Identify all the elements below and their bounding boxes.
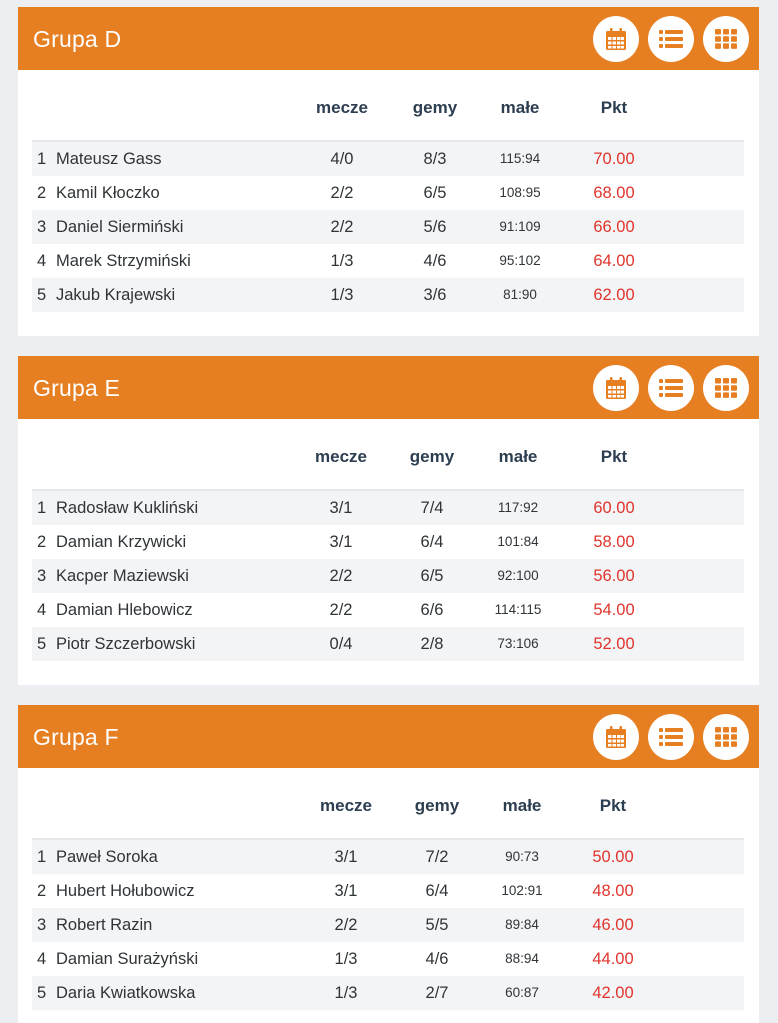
player-name: Hubert Hołubowicz bbox=[56, 882, 195, 900]
matches-value: 1/3 bbox=[330, 286, 354, 304]
schedule-button[interactable] bbox=[593, 365, 639, 411]
group-header bbox=[18, 7, 759, 70]
points-value: 64.00 bbox=[593, 252, 635, 270]
games-value: 2/8 bbox=[420, 635, 444, 653]
player-name: Jakub Krajewski bbox=[56, 286, 176, 304]
player-name: Mateusz Gass bbox=[56, 150, 162, 168]
grid-icon bbox=[715, 29, 737, 49]
small-value: 108:95 bbox=[499, 185, 541, 200]
group-title: Grupa E bbox=[33, 375, 121, 401]
points-value: 68.00 bbox=[593, 184, 635, 202]
row-position: 1 bbox=[37, 150, 47, 168]
standings-table bbox=[32, 768, 744, 1010]
list-icon bbox=[659, 29, 683, 49]
matches-value: 2/2 bbox=[330, 184, 354, 202]
small-value: 89:84 bbox=[505, 917, 539, 932]
group-header bbox=[18, 356, 759, 419]
points-value: 62.00 bbox=[593, 286, 635, 304]
games-value: 6/5 bbox=[423, 184, 447, 202]
table-row[interactable] bbox=[32, 908, 744, 942]
group-card-e bbox=[18, 356, 759, 685]
schedule-button[interactable] bbox=[593, 16, 639, 62]
list-view-button[interactable] bbox=[648, 16, 694, 62]
points-value: 66.00 bbox=[593, 218, 635, 236]
row-position: 4 bbox=[37, 252, 47, 270]
points-value: 54.00 bbox=[593, 601, 635, 619]
matches-value: 1/3 bbox=[334, 950, 358, 968]
standings-table bbox=[32, 419, 744, 661]
col-matches: mecze bbox=[320, 796, 372, 815]
table-row[interactable] bbox=[32, 176, 744, 210]
list-view-button[interactable] bbox=[648, 365, 694, 411]
row-position: 3 bbox=[37, 916, 47, 934]
row-position: 5 bbox=[37, 984, 47, 1002]
games-value: 6/4 bbox=[425, 882, 449, 900]
row-position: 2 bbox=[37, 533, 47, 551]
calendar-icon bbox=[605, 27, 627, 51]
player-name: Robert Razin bbox=[56, 916, 153, 934]
row-position: 5 bbox=[37, 635, 47, 653]
calendar-icon bbox=[605, 725, 627, 749]
player-name: Paweł Soroka bbox=[56, 848, 158, 866]
table-row[interactable] bbox=[32, 840, 744, 874]
col-matches: mecze bbox=[316, 98, 368, 117]
row-position: 4 bbox=[37, 950, 47, 968]
matches-value: 1/3 bbox=[330, 252, 354, 270]
small-value: 88:94 bbox=[505, 951, 539, 966]
games-value: 6/5 bbox=[420, 567, 444, 585]
small-value: 60:87 bbox=[505, 985, 539, 1000]
list-icon bbox=[659, 727, 683, 747]
matches-value: 3/1 bbox=[334, 848, 358, 866]
points-value: 60.00 bbox=[593, 499, 635, 517]
games-value: 6/6 bbox=[420, 601, 444, 619]
small-value: 117:92 bbox=[497, 500, 539, 515]
row-position: 4 bbox=[37, 601, 47, 619]
games-value: 7/2 bbox=[425, 848, 449, 866]
points-value: 58.00 bbox=[593, 533, 635, 551]
games-value: 5/6 bbox=[423, 218, 447, 236]
player-name: Damian Surażyński bbox=[56, 950, 199, 968]
games-value: 7/4 bbox=[420, 499, 444, 517]
games-value: 5/5 bbox=[425, 916, 449, 934]
games-value: 8/3 bbox=[423, 150, 447, 168]
schedule-button[interactable] bbox=[593, 714, 639, 760]
matches-value: 3/1 bbox=[329, 533, 353, 551]
small-value: 102:91 bbox=[501, 883, 543, 898]
matches-value: 3/1 bbox=[329, 499, 353, 517]
small-value: 81:90 bbox=[503, 287, 537, 302]
games-value: 6/4 bbox=[420, 533, 444, 551]
table-row[interactable] bbox=[32, 942, 744, 976]
matches-value: 3/1 bbox=[334, 882, 358, 900]
player-name: Daria Kwiatkowska bbox=[56, 984, 196, 1002]
col-points: Pkt bbox=[599, 796, 627, 815]
matches-value: 0/4 bbox=[329, 635, 353, 653]
col-points: Pkt bbox=[600, 98, 628, 117]
small-value: 101:84 bbox=[497, 534, 539, 549]
group-header bbox=[18, 705, 759, 768]
table-header bbox=[32, 419, 744, 491]
small-value: 95:102 bbox=[499, 253, 541, 268]
grid-icon bbox=[715, 727, 737, 747]
small-value: 115:94 bbox=[499, 151, 541, 166]
player-name: Kacper Maziewski bbox=[56, 567, 189, 585]
row-position: 1 bbox=[37, 499, 47, 517]
list-view-button[interactable] bbox=[648, 714, 694, 760]
row-position: 1 bbox=[37, 848, 47, 866]
matches-value: 2/2 bbox=[329, 601, 353, 619]
row-position: 2 bbox=[37, 882, 47, 900]
grid-view-button[interactable] bbox=[703, 365, 749, 411]
row-position: 3 bbox=[37, 567, 47, 585]
table-row[interactable] bbox=[32, 278, 744, 312]
table-row[interactable] bbox=[32, 142, 744, 176]
player-name: Damian Hlebowicz bbox=[56, 601, 193, 619]
points-value: 52.00 bbox=[593, 635, 635, 653]
table-row[interactable] bbox=[32, 874, 744, 908]
row-position: 5 bbox=[37, 286, 47, 304]
col-small: małe bbox=[502, 796, 542, 815]
small-value: 92:100 bbox=[497, 568, 539, 583]
points-value: 48.00 bbox=[592, 882, 634, 900]
table-header bbox=[32, 70, 744, 142]
player-name: Daniel Siermiński bbox=[56, 218, 184, 236]
player-name: Piotr Szczerbowski bbox=[56, 635, 196, 653]
points-value: 42.00 bbox=[592, 984, 634, 1002]
games-value: 3/6 bbox=[423, 286, 447, 304]
games-value: 4/6 bbox=[425, 950, 449, 968]
group-card-d bbox=[18, 7, 759, 336]
table-row[interactable] bbox=[32, 525, 744, 559]
points-value: 44.00 bbox=[592, 950, 634, 968]
small-value: 90:73 bbox=[505, 849, 539, 864]
small-value: 91:109 bbox=[499, 219, 541, 234]
table-row[interactable] bbox=[32, 244, 744, 278]
table-row[interactable] bbox=[32, 491, 744, 525]
small-value: 114:115 bbox=[494, 602, 542, 617]
player-name: Radosław Kukliński bbox=[56, 499, 199, 517]
grid-icon bbox=[715, 378, 737, 398]
col-games: gemy bbox=[412, 98, 458, 117]
group-card-f bbox=[18, 705, 759, 1023]
player-name: Damian Krzywicki bbox=[56, 533, 187, 551]
matches-value: 4/0 bbox=[330, 150, 354, 168]
col-small: małe bbox=[498, 447, 538, 466]
games-value: 2/7 bbox=[425, 984, 449, 1002]
group-title: Grupa D bbox=[33, 26, 122, 52]
table-row[interactable] bbox=[32, 976, 744, 1010]
row-position: 3 bbox=[37, 218, 47, 236]
group-title: Grupa F bbox=[33, 724, 119, 750]
col-small: małe bbox=[500, 98, 540, 117]
points-value: 46.00 bbox=[592, 916, 634, 934]
list-icon bbox=[659, 378, 683, 398]
table-row[interactable] bbox=[32, 210, 744, 244]
points-value: 56.00 bbox=[593, 567, 635, 585]
games-value: 4/6 bbox=[423, 252, 447, 270]
matches-value: 1/3 bbox=[334, 984, 358, 1002]
col-points: Pkt bbox=[600, 447, 628, 466]
matches-value: 2/2 bbox=[329, 567, 353, 585]
row-position: 2 bbox=[37, 184, 47, 202]
points-value: 70.00 bbox=[593, 150, 635, 168]
table-row[interactable] bbox=[32, 627, 744, 661]
table-row[interactable] bbox=[32, 593, 744, 627]
player-name: Kamil Kłoczko bbox=[56, 184, 160, 202]
calendar-icon bbox=[605, 376, 627, 400]
points-value: 50.00 bbox=[592, 848, 634, 866]
col-games: gemy bbox=[409, 447, 455, 466]
player-name: Marek Strzymiński bbox=[56, 252, 191, 270]
table-header bbox=[32, 768, 744, 840]
grid-view-button[interactable] bbox=[703, 16, 749, 62]
matches-value: 2/2 bbox=[334, 916, 358, 934]
grid-view-button[interactable] bbox=[703, 714, 749, 760]
col-games: gemy bbox=[414, 796, 460, 815]
matches-value: 2/2 bbox=[330, 218, 354, 236]
table-row[interactable] bbox=[32, 559, 744, 593]
col-matches: mecze bbox=[315, 447, 367, 466]
small-value: 73:106 bbox=[497, 636, 539, 651]
standings-table bbox=[32, 70, 744, 312]
